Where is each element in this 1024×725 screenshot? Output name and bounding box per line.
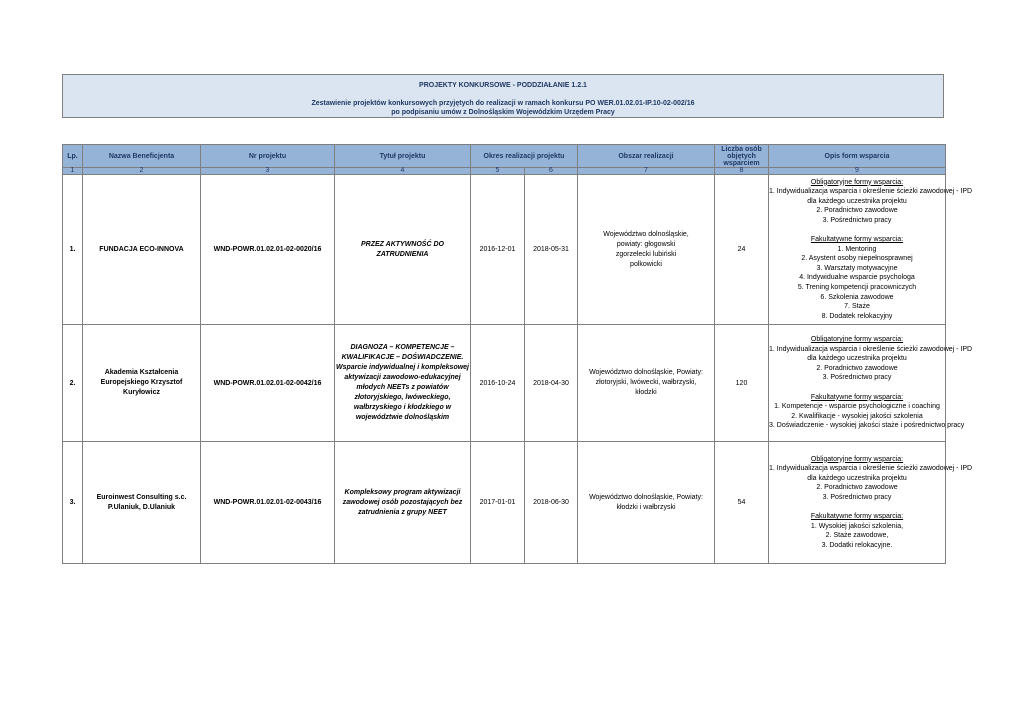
col-header-obszar: Obszar realizacji	[578, 145, 715, 168]
row-end-date: 2018-04-30	[525, 325, 578, 442]
oblig-item: 3. Pośrednictwo pracy	[822, 374, 892, 382]
oblig-title: Obligatoryjne formy wsparcia:	[810, 178, 904, 186]
fak-title: Fakultatywne formy wsparcia:	[810, 393, 904, 401]
row-liczba: 24	[715, 175, 769, 325]
subtitle-line-1: Zestawienie projektów konkursowych przyjętych do realizacji w ramach konkursu PO WER.01.02.01-IP.10-02-002/16	[311, 100, 695, 107]
col-number: 5	[471, 168, 525, 175]
oblig-item: 1. Indywidualizacja wsparcia i określenie ścieżki zawodowej - IPD	[769, 465, 973, 473]
table-row	[63, 175, 946, 325]
oblig-item: 2. Poradnictwo zawodowe	[816, 207, 898, 215]
row-lp: 1.	[63, 175, 83, 325]
row-tytul: Kompleksowy program aktywizacji zawodowej osób pozostających bez zatrudnienia z grupy NEET	[335, 442, 471, 564]
fak-item: 5. Trening kompetencji pracowniczych	[797, 284, 917, 292]
header-row	[63, 145, 946, 168]
fak-item: 2. Asystent osoby niepełnosprawnej	[801, 255, 913, 263]
document-header	[62, 74, 944, 118]
fak-item: 3. Warsztaty motywacyjne	[816, 264, 898, 272]
row-beneficjent: FUNDACJA ECO-INNOVA	[83, 175, 201, 325]
col-header-lp: Lp.	[63, 145, 83, 168]
col-number: 9	[769, 168, 946, 175]
oblig-item: 1. Indywidualizacja wsparcia i określenie ścieżki zawodowej - IPD	[769, 188, 973, 196]
row-obszar: Województwo dolnośląskie, Powiaty: złotoryjski, lwówecki, wałbrzyski, kłodzki	[578, 325, 715, 442]
oblig-title: Obligatoryjne formy wsparcia:	[810, 455, 904, 463]
oblig-item: 1. Indywidualizacja wsparcia i określenie ścieżki zawodowej - IPD	[769, 345, 973, 353]
col-number: 6	[525, 168, 578, 175]
oblig-item: dla każdego uczestnika projektu	[807, 474, 907, 482]
projects-table	[62, 144, 973, 564]
row-nr-projektu: WND-POWR.01.02.01-02-0043/16	[201, 442, 335, 564]
row-opis	[769, 325, 973, 442]
oblig-item: 2. Poradnictwo zawodowe	[816, 484, 898, 492]
row-obszar: Województwo dolnośląskie, powiaty: głogowski zgorzelecki lubiński polkowicki	[578, 175, 715, 325]
col-header-tytul: Tytuł projektu	[335, 145, 471, 168]
oblig-item: dla każdego uczestnika projektu	[807, 197, 907, 205]
row-start-date: 2016-12-01	[471, 175, 525, 325]
row-liczba: 54	[715, 442, 769, 564]
row-nr-projektu: WND-POWR.01.02.01-02-0020/16	[201, 175, 335, 325]
row-end-date: 2018-06-30	[525, 442, 578, 564]
fak-title: Fakultatywne formy wsparcia:	[810, 513, 904, 521]
fak-item: 2. Kwalifikacje - wysokiej jakości szkolenia	[791, 412, 923, 420]
col-number: 4	[335, 168, 471, 175]
row-beneficjent: Akademia Kształcenia Europejskiego Krzysztof Kuryłowicz	[83, 325, 201, 442]
row-nr-projektu: WND-POWR.01.02.01-02-0042/16	[201, 325, 335, 442]
col-number: 1	[63, 168, 83, 175]
row-beneficjent: Euroinwest Consulting s.c. P.Ulaniuk, D.Ulaniuk	[83, 442, 201, 564]
fak-item: 2. Staże zawodowe,	[825, 532, 889, 540]
oblig-item: 3. Pośrednictwo pracy	[822, 216, 892, 224]
row-tytul: DIAGNOZA – KOMPETENCJE – KWALIFIKACJE – DOŚWIADCZENIE. Wsparcie indywidualnej i kompleksowej aktywizacji zawodowo-edukacyjnej młodych NEETs z powiatów złotoryjskiego, lwóweckiego, wałbrzyskiego i kłodzkiego w województwie dolnośląskim	[335, 325, 471, 442]
table-row	[63, 325, 946, 442]
row-liczba: 120	[715, 325, 769, 442]
fak-item: 7. Staże	[844, 303, 870, 311]
oblig-title: Obligatoryjne formy wsparcia:	[810, 336, 904, 344]
fak-item: 3. Doświadczenie - wysokiej jakości staże i pośrednictwo pracy	[769, 422, 965, 430]
row-end-date: 2018-05-31	[525, 175, 578, 325]
column-number-row	[63, 168, 946, 175]
fak-item: 3. Dodatki relokacyjne.	[821, 541, 893, 549]
col-header-nr: Nr projektu	[201, 145, 335, 168]
table-row	[63, 442, 946, 564]
row-start-date: 2016-10-24	[471, 325, 525, 442]
fak-item: 1. Wysokiej jakości szkolenia,	[810, 522, 904, 530]
fak-item: 6. Szkolenia zawodowe	[820, 293, 894, 301]
oblig-item: 3. Pośrednictwo pracy	[822, 493, 892, 501]
row-start-date: 2017-01-01	[471, 442, 525, 564]
document-subtitle	[63, 99, 943, 117]
row-lp: 2.	[63, 325, 83, 442]
oblig-item: dla każdego uczestnika projektu	[807, 355, 907, 363]
row-opis	[769, 175, 973, 325]
col-header-liczba: Liczba osób objętych wsparciem	[715, 145, 769, 168]
col-number: 3	[201, 168, 335, 175]
document-title: PROJEKTY KONKURSOWE - PODDZIAŁANIE 1.2.1	[419, 82, 587, 89]
oblig-item: 2. Poradnictwo zawodowe	[816, 364, 898, 372]
col-number: 7	[578, 168, 715, 175]
subtitle-line-2: po podpisaniu umów z Dolnośląskim Wojewódzkim Urzędem Pracy	[391, 109, 615, 116]
row-tytul: PRZEZ AKTYWNOŚĆ DO ZATRUDNIENIA	[335, 175, 471, 325]
fak-item: 1. Mentoring	[837, 245, 877, 253]
col-header-okres: Okres realizacji projektu	[471, 145, 578, 168]
col-header-opis: Opis form wsparcia	[769, 145, 946, 168]
fak-item: 8. Dodatek relokacyjny	[821, 312, 893, 320]
row-opis	[769, 442, 973, 564]
col-number: 2	[83, 168, 201, 175]
row-lp: 3.	[63, 442, 83, 564]
fak-item: 4. Indywidualne wsparcie psychologa	[799, 274, 915, 282]
col-header-beneficjent: Nazwa Beneficjenta	[83, 145, 201, 168]
col-number: 8	[715, 168, 769, 175]
row-obszar: Województwo dolnośląskie, Powiaty: kłodzki i wałbrzyski	[578, 442, 715, 564]
fak-title: Fakultatywne formy wsparcia:	[810, 236, 904, 244]
fak-item: 1. Kompetencje - wsparcie psychologiczne i coaching	[774, 403, 940, 411]
